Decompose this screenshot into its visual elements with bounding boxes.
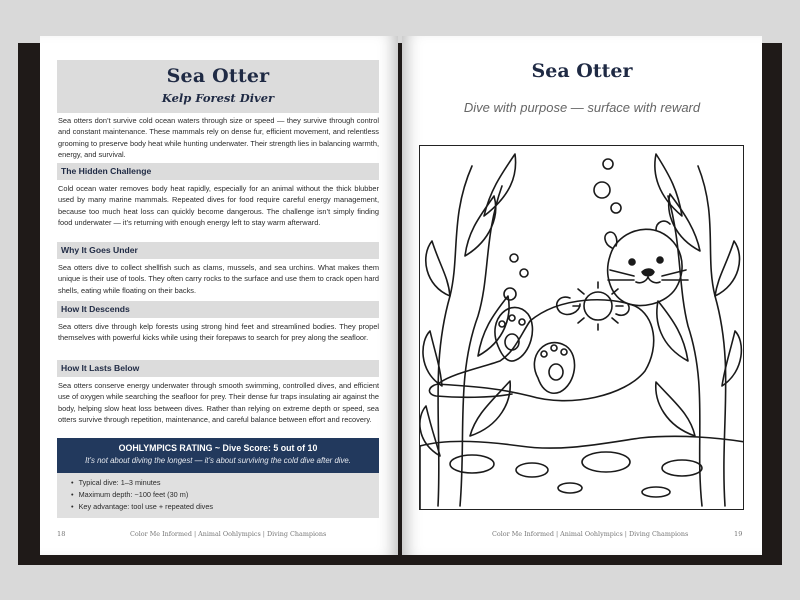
- page-title: Sea Otter: [166, 65, 270, 87]
- section-heading-why-it-goes-under: [57, 242, 379, 259]
- intro-paragraph: Sea otters don’t survive cold ocean waters through size or speed — they survive through control and constant maintenance. These mammals rely on dense fur, efficient movement, and relentless grooming to preserve body heat while hunting underwater. Their strength lies in balancing warmth, energy, and survival.: [58, 116, 379, 159]
- sea-otter-icon: [429, 221, 688, 401]
- coloring-illustration: [419, 145, 744, 510]
- rating-title: OOHLYMPICS RATING ~ Dive Score: 5 out of 10: [118, 443, 318, 453]
- section-body-hidden-challenge: Cold ocean water removes body heat rapidly, especially for an animal without the thick blubber used by many marine mammals. Repeated dives for food require careful energy management, because too much heat loss can quickly become dangerous. The challenge isn’t simply finding food underwater — it’s returning with enough energy left to stay warm afterward.: [58, 184, 379, 227]
- section-body-how-it-descends: Sea otters dive through kelp forests using strong hind feet and streamlined bodies. They propel themselves with powerful kicks while using their forepaws to search for prey along the seafloor.: [58, 322, 379, 343]
- section-heading-text: How It Lasts Below: [61, 363, 140, 373]
- rating-banner: [57, 438, 379, 473]
- title-box: [57, 60, 379, 113]
- section-heading-hidden-challenge: [57, 163, 379, 180]
- section-body-how-it-lasts-below: Sea otters conserve energy underwater through smooth swimming, controlled dives, and efficient use of oxygen while searching the seafloor for prey. Their dense fur traps insulating air against the body, helping slow heat loss between dives. Rather than relying on extreme depth or speed, sea otters survive through repetition, maintenance, and careful balance between effort and recovery.: [58, 381, 379, 424]
- coloring-page-title: Sea Otter: [531, 60, 633, 82]
- facts-list: [71, 477, 379, 513]
- fact-item: • Maximum depth: ~100 feet (30 m): [71, 489, 379, 501]
- page-number: 18: [57, 530, 66, 538]
- page-footer: Color Me Informed | Animal Oohlympics | Diving Champions: [130, 530, 327, 538]
- bubbles-icon: [504, 159, 621, 300]
- fact-item: • Key advantage: tool use + repeated dives: [71, 501, 379, 513]
- page-subtitle: Kelp Forest Diver: [161, 91, 275, 105]
- section-heading-text: Why It Goes Under: [61, 245, 138, 255]
- seafloor-rocks-icon: [420, 436, 744, 510]
- section-heading-text: The Hidden Challenge: [61, 166, 152, 176]
- section-heading-text: How It Descends: [61, 304, 130, 314]
- sea-otter-coloring-art: [420, 146, 744, 510]
- section-body-why-it-goes-under: Sea otters dive to collect shellfish such as clams, mussels, and sea urchins. What makes them unique is their use of tools. They often carry rocks to the surface and use them to crack open hard shells, eating while floating on their backs.: [58, 263, 379, 295]
- page-footer: Color Me Informed | Animal Oohlympics | Diving Champions: [492, 530, 689, 538]
- left-page: [40, 36, 398, 555]
- page-number: 19: [734, 530, 743, 538]
- rating-subtitle: It’s not about diving the longest — it’s about surviving the cold dive after dive.: [85, 456, 351, 465]
- facts-box: [57, 473, 379, 518]
- section-heading-how-it-lasts-below: [57, 360, 379, 377]
- fact-item: • Typical dive: 1–3 minutes: [71, 477, 379, 489]
- right-page: [402, 36, 762, 555]
- section-heading-how-it-descends: [57, 301, 379, 318]
- kelp-right-icon: [655, 154, 742, 506]
- coloring-page-tagline: Dive with purpose — surface with reward: [463, 100, 701, 115]
- kelp-left-icon: [420, 154, 516, 506]
